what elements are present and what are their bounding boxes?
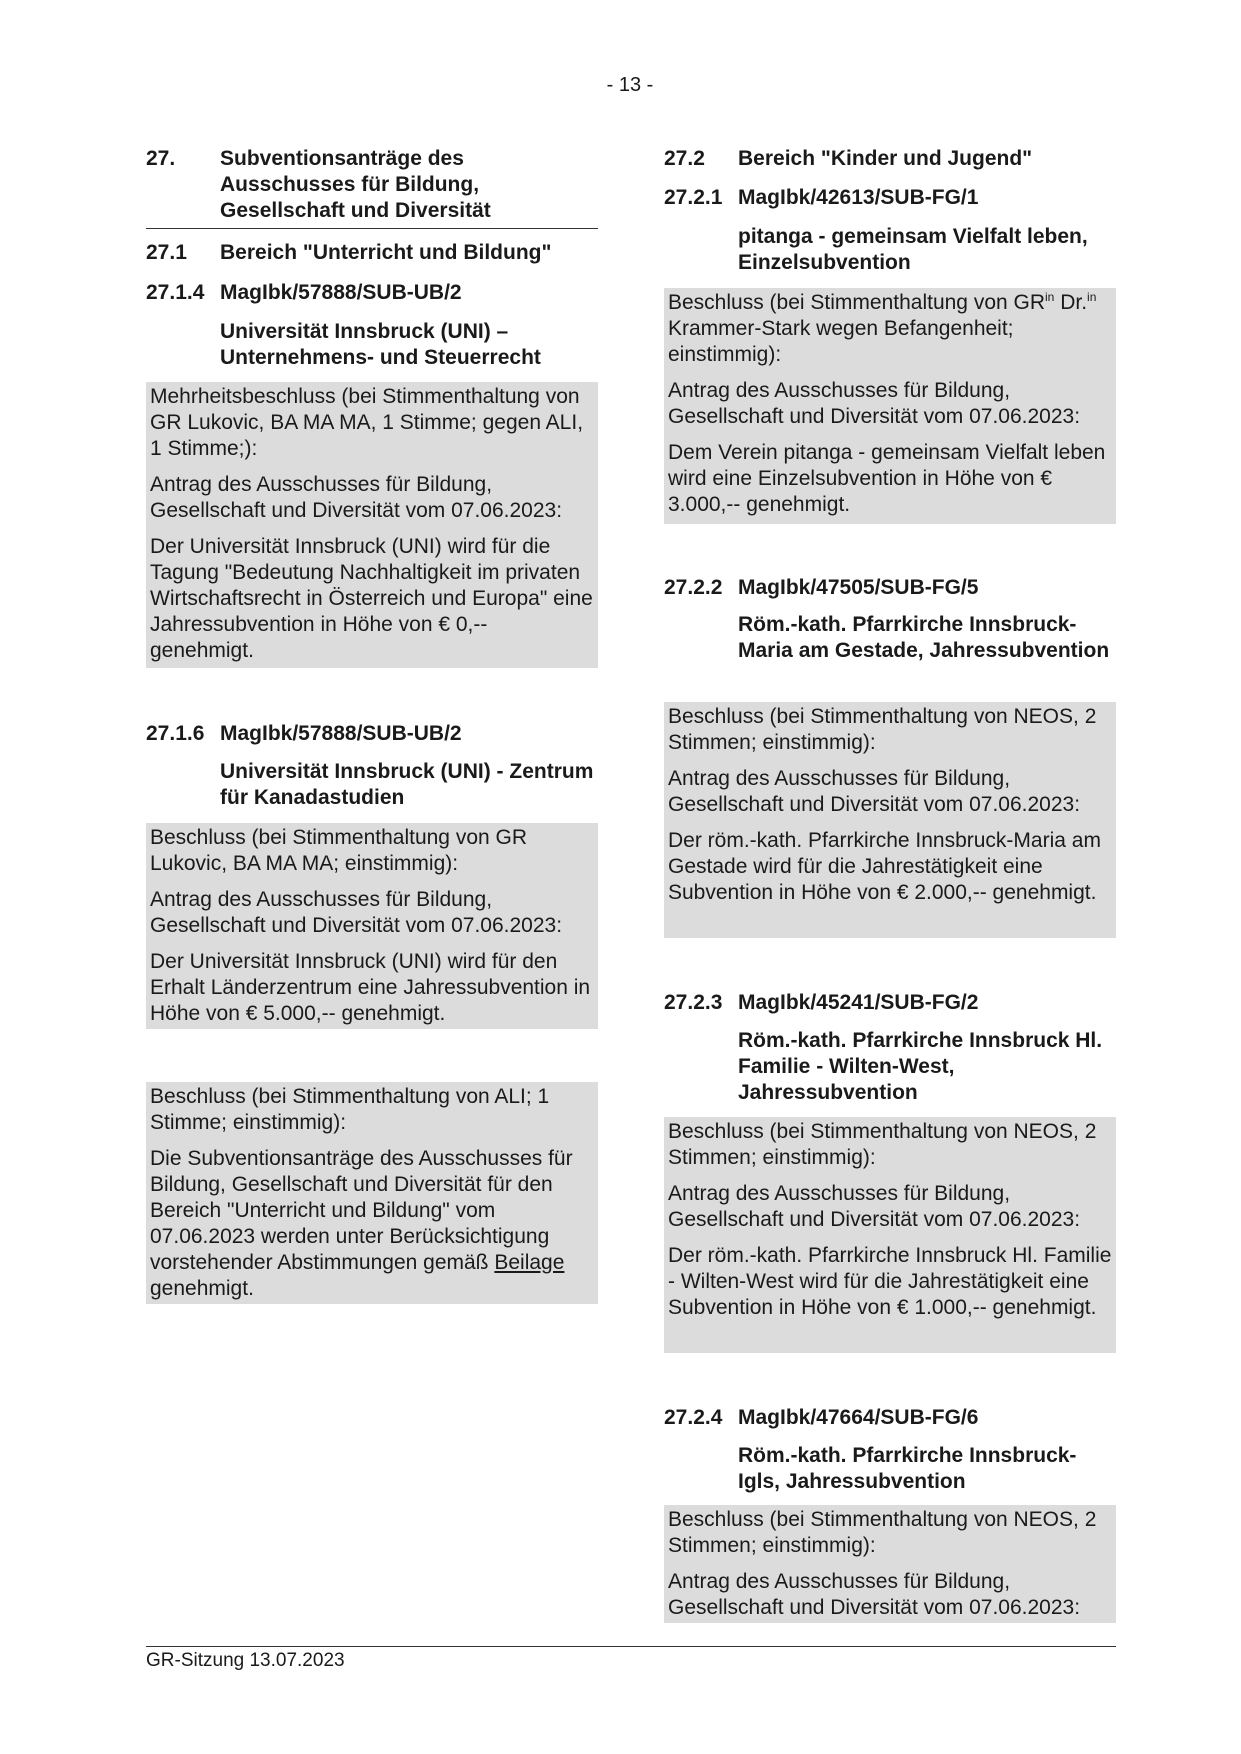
item-reference: MagIbk/45241/SUB-FG/2 [738, 991, 979, 1014]
item-number: 27.2.2 [664, 576, 723, 599]
resolution-box [664, 288, 1116, 524]
motion-text: Antrag des Ausschusses für Bildung, Gesellschaft und Diversität vom 07.06.2023: [668, 1570, 1081, 1619]
resolution-part: Beschluss (bei Stimmenthaltung von GR [668, 291, 1046, 314]
summary-text [150, 1146, 594, 1302]
resolution-text: Beschluss (bei Stimmenthaltung von NEOS, 2 Stimmen; einstimmig): [668, 705, 1097, 754]
item-reference: MagIbk/42613/SUB-FG/1 [738, 186, 979, 209]
resolution-text [668, 290, 1112, 368]
motion-text: Antrag des Ausschusses für Bildung, Gesellschaft und Diversität vom 07.06.2023: [150, 473, 563, 522]
item-number: 27.2.4 [664, 1406, 723, 1429]
subsection-number: 27.1 [146, 241, 187, 264]
resolution-text: Beschluss (bei Stimmenthaltung von NEOS, 2 Stimmen; einstimmig): [668, 1508, 1097, 1557]
item-title: Röm.-kath. Pfarrkirche Innsbruck-Igls, Jahressubvention [738, 1444, 1077, 1493]
footer-text: GR-Sitzung 13.07.2023 [146, 1650, 345, 1671]
resolution-box [664, 1505, 1116, 1623]
item-number: 27.2.1 [664, 186, 723, 209]
item-number: 27.2.3 [664, 991, 723, 1014]
decision-text: Der röm.-kath. Pfarrkirche Innsbruck Hl. Familie - Wilten-West wird für die Jahrestätigkeit eine Subvention in Höhe von € 1.000,-- genehmigt. [668, 1244, 1112, 1319]
item-reference: MagIbk/57888/SUB-UB/2 [220, 722, 462, 745]
item-heading-27-1-6 [146, 721, 598, 747]
subsection-heading-27-2 [664, 146, 1116, 172]
footer-divider [146, 1646, 1116, 1647]
page-number: - 13 - [606, 74, 654, 96]
item-heading-27-2-3 [664, 990, 1116, 1016]
subsection-number: 27.2 [664, 147, 705, 170]
motion-text: Antrag des Ausschusses für Bildung, Gesellschaft und Diversität vom 07.06.2023: [668, 379, 1081, 428]
summary-body: Die Subventionsanträge des Ausschusses für Bildung, Gesellschaft und Diversität für den Bereich "Unterricht und Bildung" vom 07.06.2023 werden unter Berücksichtigung vorstehender Abstimmungen gemäß [150, 1147, 573, 1274]
resolution-box [146, 382, 598, 668]
resolution-text: Beschluss (bei Stimmenthaltung von NEOS, 2 Stimmen; einstimmig): [668, 1120, 1097, 1169]
item-title: Universität Innsbruck (UNI) - Zentrum für Kanadastudien [220, 760, 594, 809]
section-number: 27. [146, 147, 176, 170]
summary-box [146, 1082, 598, 1304]
resolution-text: Beschluss (bei Stimmenthaltung von GR Lukovic, BA MA MA; einstimmig): [150, 826, 528, 875]
item-heading-27-2-4 [664, 1405, 1116, 1431]
motion-text: Antrag des Ausschusses für Bildung, Gesellschaft und Diversität vom 07.06.2023: [150, 888, 563, 937]
item-title: pitanga - gemeinsam Vielfalt leben, Einzelsubvention [738, 225, 1088, 274]
decision-text: Dem Verein pitanga - gemeinsam Vielfalt leben wird eine Einzelsubvention in Höhe von € 3.000,-- genehmigt. [668, 441, 1106, 516]
summary-resolution: Beschluss (bei Stimmenthaltung von ALI; 1 Stimme; einstimmig): [150, 1085, 550, 1134]
section-title: Subventionsanträge des Ausschusses für Bildung, Gesellschaft und Diversität [220, 147, 491, 222]
item-heading-27-1-4 [146, 280, 598, 306]
section-divider [146, 228, 598, 229]
item-number: 27.1.4 [146, 281, 205, 304]
resolution-box [664, 1117, 1116, 1353]
resolution-box [146, 823, 598, 1029]
item-reference: MagIbk/57888/SUB-UB/2 [220, 281, 462, 304]
item-reference: MagIbk/47505/SUB-FG/5 [738, 576, 979, 599]
subsection-title: Bereich "Unterricht und Bildung" [220, 241, 552, 264]
item-title: Universität Innsbruck (UNI) – Unternehmens- und Steuerrecht [220, 320, 541, 369]
item-heading-27-2-2 [664, 575, 1116, 601]
item-reference: MagIbk/47664/SUB-FG/6 [738, 1406, 979, 1429]
resolution-part: Krammer-Stark wegen Befangenheit; einstimmig): [668, 317, 1014, 366]
subsection-heading-27-1 [146, 240, 598, 266]
subsection-title: Bereich "Kinder und Jugend" [738, 147, 1033, 170]
motion-text: Antrag des Ausschusses für Bildung, Gesellschaft und Diversität vom 07.06.2023: [668, 767, 1081, 816]
resolution-text: Mehrheitsbeschluss (bei Stimmenthaltung von GR Lukovic, BA MA MA, 1 Stimme; gegen ALI, 1 Stimme;): [150, 385, 584, 460]
superscript: in [1087, 290, 1097, 304]
resolution-box [664, 702, 1116, 938]
beilage-link[interactable]: Beilage [494, 1251, 565, 1274]
item-title: Röm.-kath. Pfarrkirche Innsbruck Hl. Familie - Wilten-West, Jahressubvention [738, 1029, 1103, 1104]
motion-text: Antrag des Ausschusses für Bildung, Gesellschaft und Diversität vom 07.06.2023: [668, 1182, 1081, 1231]
item-number: 27.1.6 [146, 722, 205, 745]
summary-end: genehmigt. [150, 1277, 254, 1300]
item-title: Röm.-kath. Pfarrkirche Innsbruck-Maria am Gestade, Jahressubvention [738, 613, 1110, 662]
item-heading-27-2-1 [664, 185, 1116, 211]
decision-text: Der Universität Innsbruck (UNI) wird für die Tagung "Bedeutung Nachhaltigkeit im privaten Wirtschaftsrecht in Österreich und Europa" eine Jahressubvention in Höhe von € 0,-- genehmigt. [150, 535, 593, 662]
decision-text: Der röm.-kath. Pfarrkirche Innsbruck-Maria am Gestade wird für die Jahrestätigkeit eine Subvention in Höhe von € 2.000,-- genehmigt. [668, 829, 1101, 904]
superscript: in [1045, 290, 1055, 304]
resolution-part: Dr. [1054, 291, 1088, 314]
section-heading-27 [146, 146, 598, 224]
decision-text: Der Universität Innsbruck (UNI) wird für den Erhalt Länderzentrum eine Jahressubvention in Höhe von € 5.000,-- genehmigt. [150, 950, 591, 1025]
